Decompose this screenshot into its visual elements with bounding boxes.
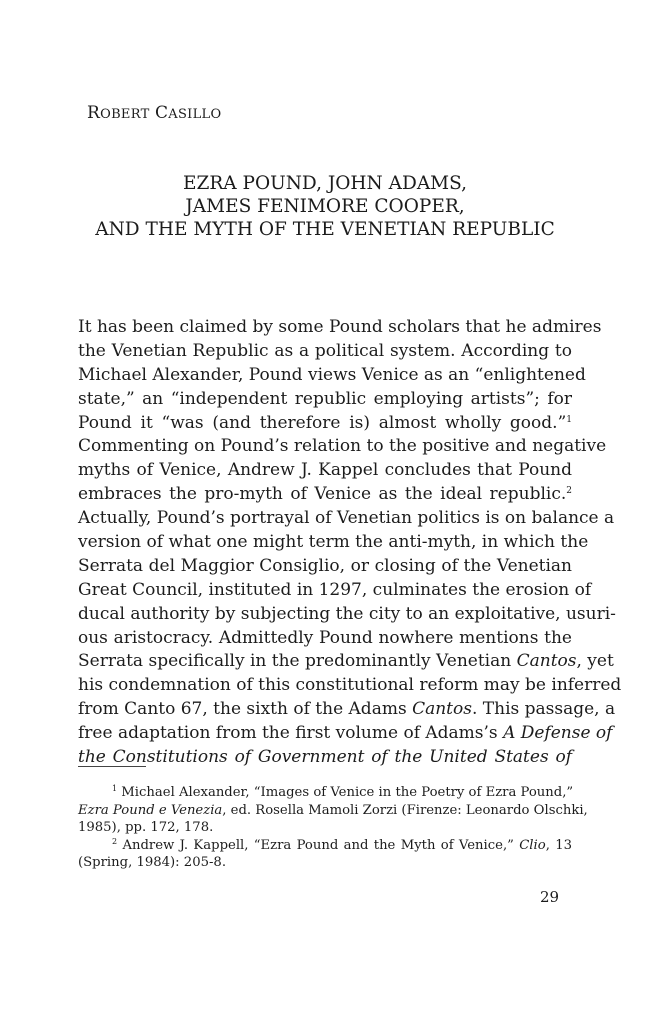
body-line bbox=[78, 483, 572, 507]
body-line: Michael Alexander, Pound views Venice as an “enlightened bbox=[78, 364, 586, 385]
body-line-text: from Canto 67, the sixth of the Adams bbox=[78, 699, 413, 720]
footnote-separator bbox=[78, 766, 146, 767]
body-line: Great Council, instituted in 1297, culminates the erosion of bbox=[78, 579, 592, 600]
footnote-number: 1 bbox=[112, 784, 118, 793]
body-line: Serrata del Maggior Consiglio, or closing of the Venetian bbox=[78, 555, 572, 576]
body-line: It has been claimed by some Pound scholars that he admires bbox=[78, 317, 602, 337]
footnote-italic: Ezra Pound e Venezia bbox=[78, 802, 223, 818]
body-line bbox=[78, 412, 572, 436]
body-line bbox=[78, 698, 616, 722]
italic-title: Cantos bbox=[412, 699, 472, 720]
footnote-line: 1985), pp. 172, 178. bbox=[78, 820, 214, 835]
body-line: version of what one might term the anti-myth, in which the bbox=[78, 532, 589, 553]
author-first-rest: OBERT bbox=[100, 107, 150, 122]
italic-title: Cantos bbox=[516, 651, 577, 672]
author-last-initial: C bbox=[154, 103, 169, 123]
footnote-number: 2 bbox=[112, 836, 118, 846]
body-line-text: Pound it “was (and therefore is) almost wholly good.” bbox=[78, 412, 567, 433]
body-line: state,” an “independent republic employing artists”; for bbox=[78, 388, 572, 409]
footnote-2 bbox=[78, 837, 572, 855]
body-line bbox=[78, 722, 613, 746]
body-line-text: . This passage, a bbox=[471, 699, 616, 720]
running-head-author bbox=[87, 103, 221, 123]
author-first-initial: R bbox=[87, 103, 101, 123]
body-line: his condemnation of this constitutional reform may be inferred bbox=[78, 675, 622, 696]
body-line: ous aristocracy. Admittedly Pound nowhere mentions the bbox=[78, 627, 572, 648]
body-line: the Venetian Republic as a political system. According to bbox=[78, 340, 572, 361]
body-text bbox=[78, 316, 622, 770]
body-line: Commenting on Pound’s relation to the positive and negative bbox=[78, 436, 607, 457]
body-line bbox=[78, 650, 614, 674]
footnote-line bbox=[78, 802, 588, 820]
title-line: EZRA POUND, JOHN ADAMS, bbox=[182, 173, 468, 194]
footnote-text: , ed. Rosella Mamoli Zorzi (Firenze: Leonardo Olschki, bbox=[222, 802, 588, 818]
body-line: Actually, Pound’s portrayal of Venetian politics is on balance a bbox=[78, 508, 615, 529]
article-title bbox=[78, 172, 572, 241]
body-line-text: , yet bbox=[576, 651, 614, 672]
italic-title: the Constitutions of Government of the United States of bbox=[78, 747, 572, 768]
title-line: AND THE MYTH OF THE VENETIAN REPUBLIC bbox=[95, 219, 555, 240]
footnote-text: Andrew J. Kappell, “Ezra Pound and the Myth of Venice,” bbox=[122, 837, 520, 853]
footnote-ref-2[interactable]: 2 bbox=[566, 486, 572, 497]
italic-title: A Defense of bbox=[503, 723, 613, 744]
body-line-text: free adaptation from the first volume of Adams’s bbox=[78, 723, 504, 744]
page-number: 29 bbox=[540, 888, 560, 906]
footnote-italic: Clio bbox=[519, 837, 546, 853]
body-line-text: embraces the pro-myth of Venice as the ideal republic. bbox=[78, 484, 567, 505]
footnote-1 bbox=[78, 784, 572, 802]
body-line bbox=[78, 746, 572, 770]
footnote-line: (Spring, 1984): 205-8. bbox=[78, 855, 227, 870]
footnote-text: Michael Alexander, “Images of Venice in the Poetry of Ezra Pound,” bbox=[121, 785, 574, 800]
author-last-rest: ASILLO bbox=[168, 107, 222, 122]
body-line-text: Serrata specifically in the predominantly Venetian bbox=[78, 651, 517, 672]
body-line: myths of Venice, Andrew J. Kappel concludes that Pound bbox=[78, 460, 572, 481]
footnotes bbox=[78, 784, 588, 872]
body-line: ducal authority by subjecting the city to an exploitative, usuri- bbox=[78, 603, 616, 624]
footnote-ref-1[interactable]: 1 bbox=[566, 414, 572, 425]
title-line: JAMES FENIMORE COOPER, bbox=[185, 196, 465, 217]
footnote-text: , 13 bbox=[545, 837, 572, 853]
